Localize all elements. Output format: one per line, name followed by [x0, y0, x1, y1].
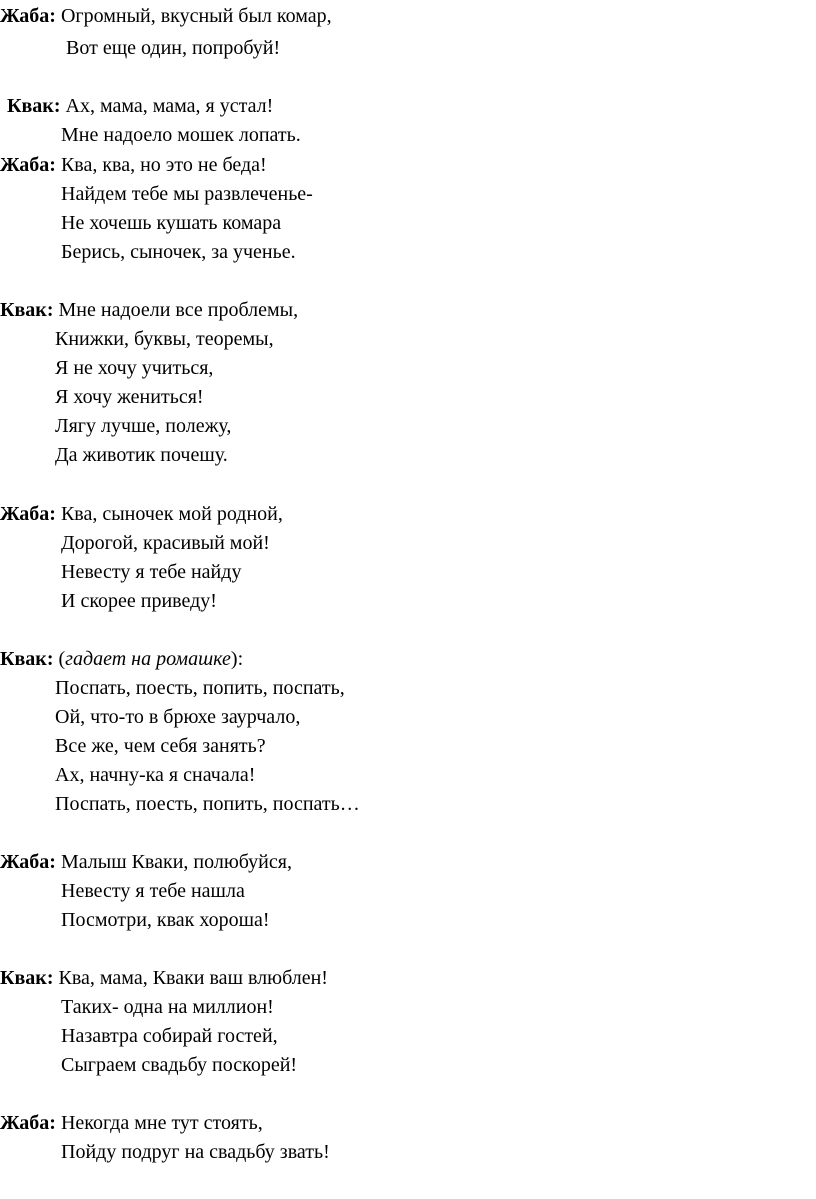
line-verse: Поспать, поесть, попить, поспать…: [55, 793, 360, 815]
line-zhaba-3: [0, 502, 283, 526]
line-verse: И скорее приведу!: [61, 590, 217, 612]
line-verse: Мне надоело мошек лопать.: [61, 124, 301, 146]
stage-open: (: [53, 648, 66, 670]
line-verse: Я хочу жениться!: [55, 386, 204, 408]
line-verse: Не хочешь кушать комара: [61, 212, 282, 234]
line-verse: Книжки, буквы, теоремы,: [55, 328, 274, 350]
speaker-label: Квак:: [7, 95, 61, 117]
line-verse: Поспать, поесть, попить, поспать,: [55, 677, 345, 699]
line-verse: Я не хочу учиться,: [55, 357, 214, 379]
speaker-label: Жаба:: [0, 154, 56, 176]
line-verse: Таких- одна на миллион!: [61, 996, 274, 1018]
line-text: Ква, сыночек мой родной,: [55, 503, 283, 525]
line-verse: Да животик почешу.: [55, 444, 228, 466]
line-verse: Сыграем свадьбу поскорей!: [61, 1054, 298, 1076]
line-zhaba-5: [0, 1111, 263, 1135]
line-text: Некогда мне тут стоять,: [55, 1112, 263, 1134]
speaker-label: Квак:: [0, 967, 54, 989]
stage-close: ):: [230, 648, 244, 670]
line-text: Ах, мама, мама, я устал!: [60, 95, 274, 117]
line-verse: Дорогой, красивый мой!: [61, 532, 270, 554]
line-text: Малыш Кваки, полюбуйся,: [55, 851, 292, 873]
speaker-label: Жаба:: [0, 851, 56, 873]
line-verse: Вот еще один, попробуй!: [66, 37, 281, 59]
line-text: Огромный, вкусный был комар,: [55, 5, 332, 27]
line-zhaba-2: [0, 153, 267, 177]
line-verse: Ах, начну-ка я сначала!: [55, 764, 256, 786]
line-text: Мне надоели все проблемы,: [53, 299, 299, 321]
line-verse: Берись, сыночек, за ученье.: [61, 241, 296, 263]
line-verse: Назавтра собирай гостей,: [61, 1025, 278, 1047]
line-kvak-3: [0, 647, 243, 671]
stage-direction: гадает на ромашке: [65, 648, 231, 670]
line-kvak-4: [0, 966, 328, 990]
line-verse: Посмотри, квак хороша!: [61, 909, 270, 931]
line-verse: Невесту я тебе нашла: [61, 880, 245, 902]
line-text: Ква, мама, Кваки ваш влюблен!: [53, 967, 328, 989]
line-zhaba-4: [0, 850, 292, 874]
speaker-label: Жаба:: [0, 503, 56, 525]
line-kvak-2: [0, 298, 298, 322]
line-verse: Невесту я тебе найду: [61, 561, 242, 583]
speaker-label: Квак:: [0, 648, 54, 670]
line-kvak-1: [7, 94, 273, 118]
line-verse: Пойду подруг на свадьбу звать!: [61, 1141, 330, 1163]
speaker-label: Квак:: [0, 299, 54, 321]
line-text: Ква, ква, но это не беда!: [55, 154, 267, 176]
line-verse: Лягу лучше, полежу,: [55, 415, 232, 437]
speaker-label: Жаба:: [0, 5, 56, 27]
line-verse: Найдем тебе мы развлеченье-: [61, 183, 313, 205]
line-verse: Ой, что-то в брюхе заурчало,: [55, 706, 301, 728]
line-zhaba-1: [0, 4, 332, 28]
speaker-label: Жаба:: [0, 1112, 56, 1134]
line-verse: Все же, чем себя занять?: [55, 735, 266, 757]
